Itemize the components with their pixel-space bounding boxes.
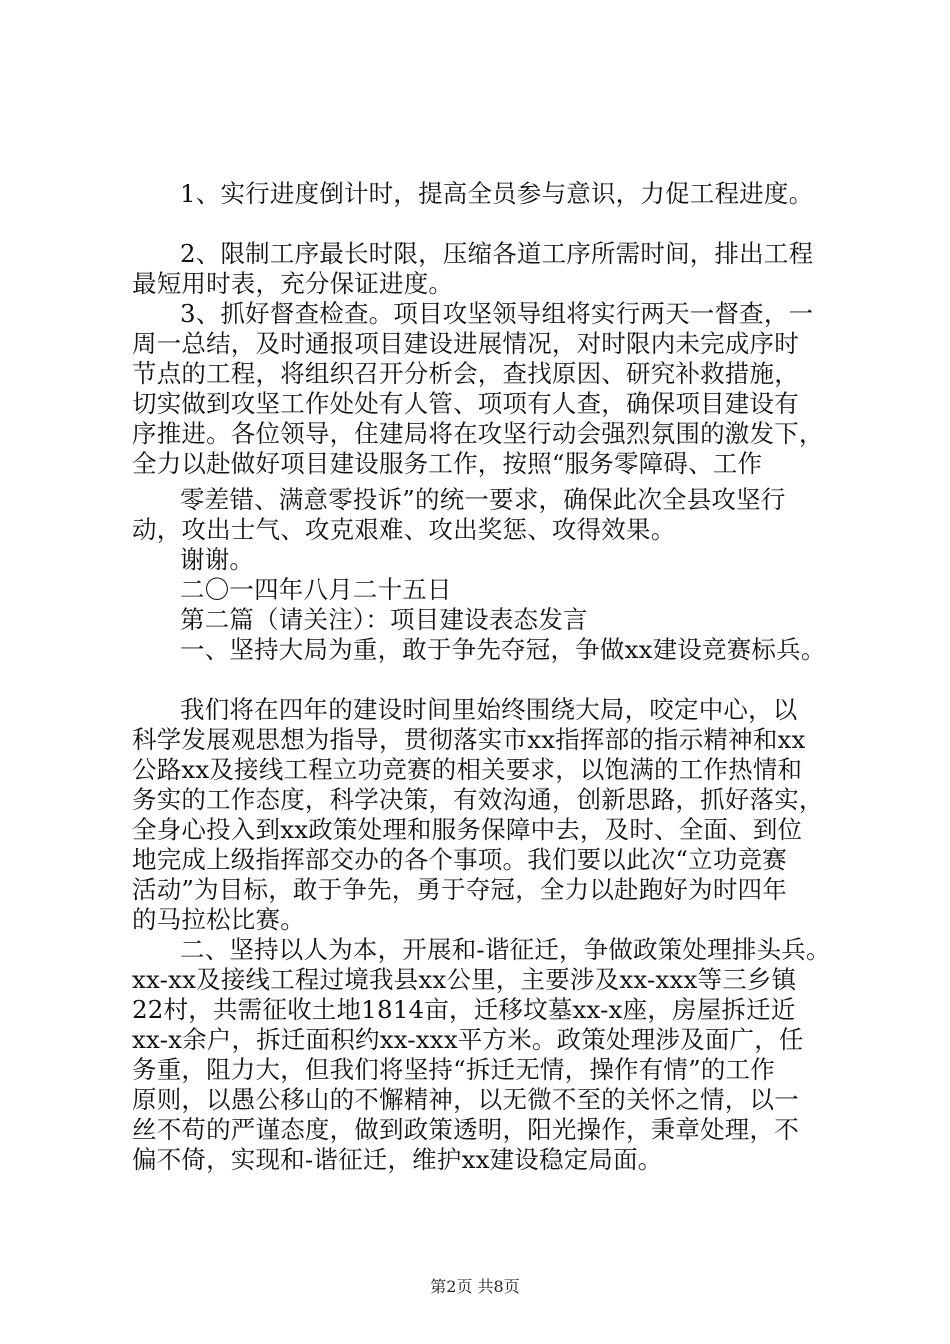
paragraph-line: xx-xx及接线工程过境我县xx公里，主要涉及xx-xxx等三乡镇: [132, 965, 797, 994]
paragraph-line: 周一总结，及时通报项目建设进展情况，对时限内未完成序时: [132, 329, 799, 358]
paragraph-line: 切实做到攻坚工作处处有人管、项项有人查，确保项目建设有: [132, 389, 799, 418]
paragraph-line: 的马拉松比赛。: [132, 905, 305, 934]
paragraph-line: 22村，共需征收土地1814亩，迁移坟墓xx-x座，房屋拆迁近: [132, 995, 796, 1024]
paragraph-line: 丝不苟的严谨态度，做到政策透明，阳光操作，秉章处理，不: [132, 1115, 799, 1144]
paragraph-line: 动，攻出士气、攻克艰难、攻出奖惩、攻得效果。: [132, 515, 676, 544]
paragraph-line: 务实的工作态度，科学决策，有效沟通，创新思路，抓好落实，: [132, 785, 824, 814]
paragraph-line: 序推进。各位领导，住建局将在攻坚行动会强烈氛围的激发下，: [132, 419, 824, 448]
paragraph-line: 节点的工程，将组织召开分析会，查找原因、研究补救措施，: [132, 359, 799, 388]
paragraph-line: 零差错、满意零投诉”的统一要求，确保此次全县攻坚行: [180, 485, 786, 514]
paragraph-line: 1、实行进度倒计时，提高全员参与意识，力促工程进度。: [180, 179, 814, 208]
paragraph-line: 公路xx及接线工程立功竞赛的相关要求，以饱满的工作热情和: [132, 755, 803, 784]
paragraph-line: 地完成上级指挥部交办的各个事项。我们要以此次“立功竞赛: [132, 845, 787, 874]
paragraph-line: 2、限制工序最长时限，压缩各道工序所需时间，排出工程: [180, 239, 814, 268]
section-heading: 第二篇（请关注）：项目建设表态发言: [180, 605, 588, 634]
date-line: 二〇一四年八月二十五日: [180, 575, 452, 604]
paragraph-line: xx-x余户，拆迁面积约xx-xxx平方米。政策处理涉及面广，任: [132, 1025, 804, 1054]
paragraph-line: 全力以赴做好项目建设服务工作，按照“服务零障碍、工作: [132, 449, 763, 478]
paragraph-line: 务重，阻力大，但我们将坚持“拆迁无情，操作有情”的工作: [132, 1055, 775, 1084]
paragraph-line: 科学发展观思想为指导，贯彻落实市xx指挥部的指示精神和xx: [132, 725, 806, 754]
section-heading: 二、坚持以人为本，开展和-谐征迁，争做政策处理排头兵。: [180, 935, 831, 964]
paragraph-line: 最短用时表，充分保证进度。: [132, 269, 454, 298]
page-footer: 第2页 共8页: [430, 1277, 520, 1296]
paragraph-line: 3、抓好督查检查。项目攻坚领导组将实行两天一督查，一: [180, 299, 814, 328]
paragraph-line: 偏不倚，实现和-谐征迁，维护xx建设稳定局面。: [132, 1145, 663, 1174]
closing-thanks: 谢谢。: [180, 545, 255, 574]
paragraph-line: 原则，以愚公移山的不懈精神，以无微不至的关怀之情，以一: [132, 1085, 799, 1114]
section-heading: 一、坚持大局为重，敢于争先夺冠，争做xx建设竞赛标兵。: [180, 635, 826, 664]
paragraph-line: 全身心投入到xx政策处理和服务保障中去，及时、全面、到位: [132, 815, 803, 844]
paragraph-line: 活动”为目标，敢于争先，勇于夺冠，全力以赴跑好为时四年: [132, 875, 787, 904]
paragraph-line: 我们将在四年的建设时间里始终围绕大局，咬定中心，以: [180, 695, 798, 724]
